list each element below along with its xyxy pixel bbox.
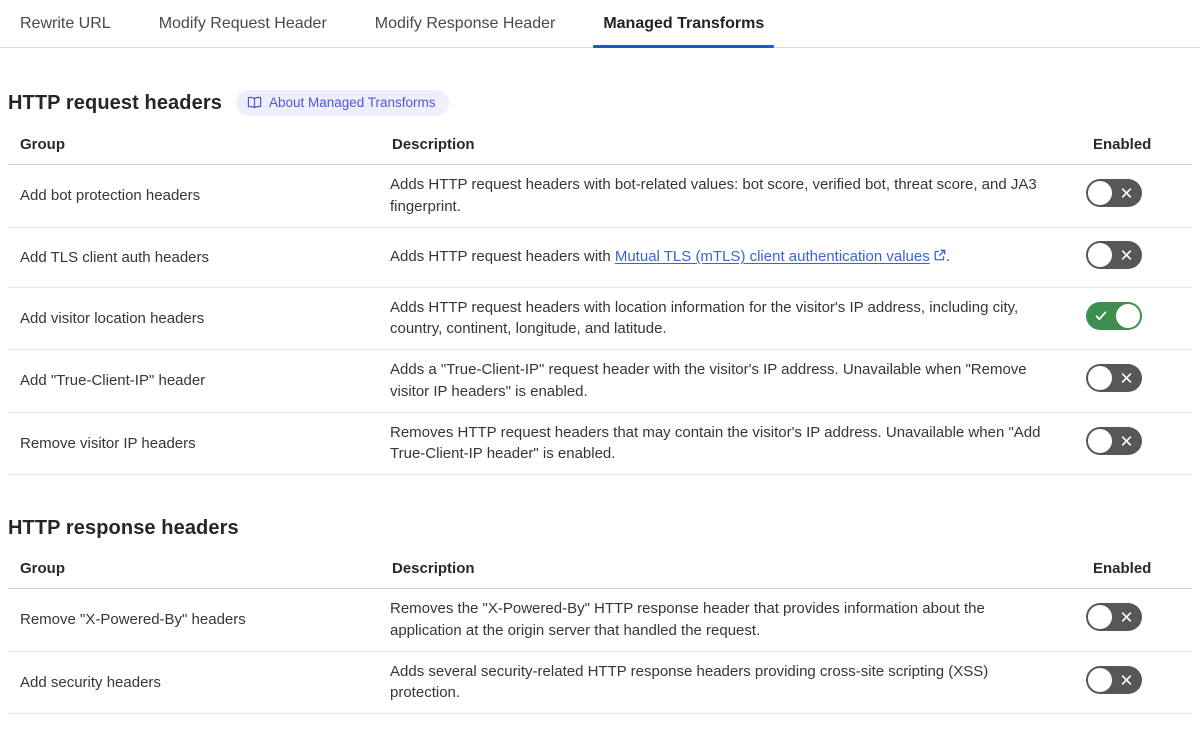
tab-rewrite-url[interactable]: Rewrite URL <box>20 15 111 32</box>
toggle-add-true-client-ip-header[interactable] <box>1086 364 1142 392</box>
description-fragment: Adds HTTP request headers with bot-related values: bot score, verified bot, threat score, and JA3 fingerprint. <box>390 176 1037 215</box>
description-fragment: Removes HTTP request headers that may contain the visitor's IP address. Unavailable when "Add True-Client-IP header" is enabled. <box>390 423 1041 463</box>
table-header <box>8 548 1192 589</box>
description-text <box>380 350 1084 412</box>
toggle-knob <box>1088 366 1112 390</box>
table-row <box>8 165 1192 228</box>
enabled-cell <box>1084 356 1192 405</box>
group-name: Remove "X-Powered-By" headers <box>20 611 246 629</box>
enabled-cell <box>1084 658 1192 707</box>
toggle-knob <box>1088 429 1112 453</box>
section-http-request-headers <box>8 90 1192 475</box>
description-text <box>380 237 1084 277</box>
toggle-knob <box>1088 668 1112 692</box>
description-text <box>380 413 1084 475</box>
tab-bar <box>0 0 1200 48</box>
section-title: HTTP request headers <box>8 91 222 114</box>
enabled-cell <box>1084 419 1192 468</box>
column-header-description: Description <box>392 560 475 577</box>
tab-managed-transforms[interactable]: Managed Transforms <box>593 15 774 47</box>
table-row <box>8 228 1192 288</box>
description-text <box>380 589 1084 651</box>
toggle-knob <box>1088 605 1112 629</box>
external-link-icon <box>930 248 946 265</box>
toggle-knob <box>1088 181 1112 205</box>
toggle-knob <box>1116 304 1140 328</box>
x-icon <box>1120 673 1133 686</box>
column-header-enabled: Enabled <box>1093 136 1152 153</box>
x-icon <box>1120 611 1133 624</box>
description-fragment: Adds a "True-Client-IP" request header with the visitor's IP address. Unavailable when "Remove visitor IP headers" is enabled. <box>390 361 1027 400</box>
table-row <box>8 350 1192 413</box>
description-fragment: Adds HTTP request headers with location information for the visitor's IP address, including city, country, continent, longitude, and latitude. <box>390 298 1019 338</box>
enabled-cell <box>1084 171 1192 220</box>
toggle-add-security-headers[interactable] <box>1086 666 1142 694</box>
table-row <box>8 413 1192 476</box>
table-header <box>8 124 1192 165</box>
table-row <box>8 589 1192 652</box>
book-icon <box>247 96 262 110</box>
check-icon <box>1095 310 1107 321</box>
table-row <box>8 652 1192 715</box>
x-icon <box>1120 372 1133 385</box>
description-fragment: Adds HTTP request headers with <box>390 248 615 266</box>
enabled-cell <box>1084 595 1192 644</box>
x-icon <box>1120 434 1133 447</box>
description-fragment: Adds several security-related HTTP response headers providing cross-site scripting (XSS) protection. <box>390 662 989 702</box>
toggle-remove-visitor-ip-headers[interactable] <box>1086 427 1142 455</box>
enabled-cell <box>1084 294 1192 343</box>
section-header-http-response-headers <box>8 517 1192 540</box>
tab-modify-response-header[interactable]: Modify Response Header <box>374 15 556 32</box>
section-http-response-headers <box>8 517 1192 714</box>
link-label: Mutual TLS (mTLS) client authentication values <box>614 248 930 266</box>
group-name: Add security headers <box>20 673 161 691</box>
description-fragment: . <box>945 248 950 266</box>
column-header-group: Group <box>20 560 65 577</box>
group-name: Add bot protection headers <box>20 187 201 205</box>
group-name: Remove visitor IP headers <box>20 434 196 452</box>
content <box>8 90 1192 714</box>
toggle-add-bot-protection-headers[interactable] <box>1086 179 1142 207</box>
description-text <box>380 652 1084 714</box>
toggle-add-tls-client-auth-headers[interactable] <box>1086 241 1142 269</box>
column-header-description: Description <box>392 136 475 153</box>
group-name: Add visitor location headers <box>20 309 205 327</box>
group-name: Add "True-Client-IP" header <box>20 372 206 390</box>
section-header-http-request-headers <box>8 90 1192 116</box>
description-text <box>380 165 1084 227</box>
x-icon <box>1120 248 1133 261</box>
badge-label: About Managed Transforms <box>268 95 436 110</box>
group-name: Add TLS client auth headers <box>20 248 210 266</box>
x-icon <box>1120 187 1133 200</box>
toggle-add-visitor-location-headers[interactable] <box>1086 302 1142 330</box>
tab-modify-request-header[interactable]: Modify Request Header <box>158 15 327 32</box>
description-fragment: Removes the "X-Powered-By" HTTP response header that provides information about the application at the origin server that handled the request. <box>390 600 985 639</box>
description-text <box>380 288 1084 350</box>
table-row <box>8 288 1192 351</box>
mutual-tls-mtls-client-authentication-values-link[interactable] <box>615 248 946 265</box>
toggle-knob <box>1088 243 1112 267</box>
section-title: HTTP response headers <box>8 517 239 539</box>
enabled-cell <box>1084 233 1192 282</box>
toggle-remove-x-powered-by-headers[interactable] <box>1086 603 1142 631</box>
column-header-enabled: Enabled <box>1093 560 1152 577</box>
about-managed-transforms-badge[interactable] <box>236 90 449 116</box>
column-header-group: Group <box>20 136 65 153</box>
